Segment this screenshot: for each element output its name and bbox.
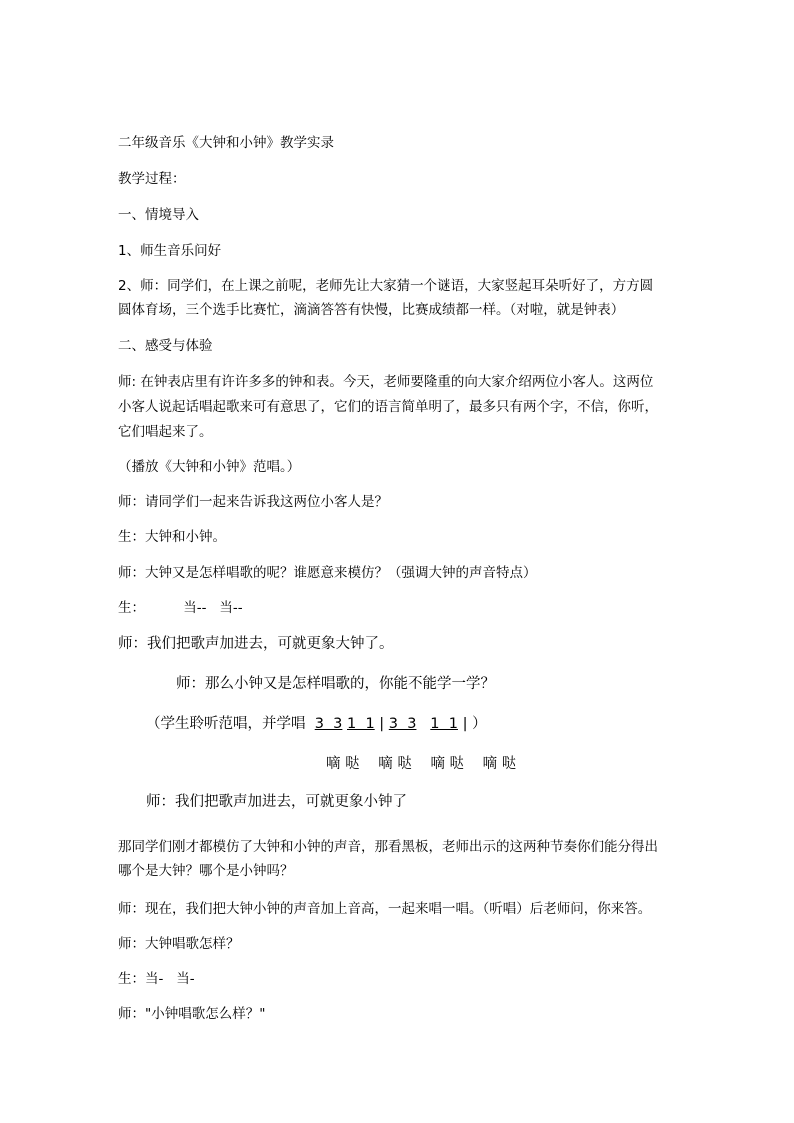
- notation-close: ）: [472, 716, 487, 732]
- answer-2-label: 生：: [118, 600, 145, 616]
- item-2-line-1: 2、师：同学们，在上课之前呢，老师先让大家猜一个谜语，大家竖起耳朵听好了，方方圆: [118, 278, 654, 294]
- section-heading-1: 一、情境导入: [118, 207, 199, 223]
- intro-line-2: 小客人说起话唱起歌来可有意思了，它们的语言简单明了，最多只有两个字，不信，你听，: [118, 399, 658, 415]
- document-title: 二年级音乐《大钟和小钟》教学实录: [118, 135, 334, 151]
- item-2-line-2: 圆体育场，三个选手比赛忙，滴滴答答有快慢，比赛成绩都一样。（对啦，就是钟表）: [118, 302, 625, 318]
- question-4: 师：那么小钟又是怎样唱歌的，你能不能学一学？: [176, 676, 495, 692]
- notation-group-2: 1 1: [347, 716, 375, 732]
- section-heading-2: 二、感受与体验: [118, 338, 213, 354]
- item-1: 1、师生音乐问好: [118, 243, 222, 259]
- board-line-2: 哪个是大钟？哪个是小钟吗？: [118, 863, 294, 879]
- bar-line-1: |: [379, 716, 385, 732]
- student-line-prefix: （学生聆听范唱，并学唱: [146, 716, 306, 732]
- answer-2: [118, 596, 678, 620]
- bar-line-2: |: [462, 716, 468, 732]
- syllable: 嘀 哒: [326, 756, 360, 772]
- board-line-1: 那同学们刚才都模仿了大钟和小钟的声音，那看黑板，老师出示的这两种节奏你们能分得出: [118, 839, 658, 855]
- syllable: 嘀 哒: [378, 756, 412, 772]
- intro-line-1: 师: 在钟表店里有许许多多的钟和表。今天，老师要隆重的向大家介绍两位小客人。这两位: [118, 374, 654, 390]
- question-3: 师：我们把歌声加进去，可就更象大钟了。: [118, 636, 394, 652]
- question-2: 师：大钟又是怎样唱歌的呢？谁愿意来模仿？（强调大钟的声音特点）: [118, 565, 537, 581]
- question-5: 师：我们把歌声加进去，可就更象小钟了: [146, 794, 407, 810]
- question-7: 师：大钟唱歌怎样？: [118, 936, 240, 952]
- question-1: 师：请同学们一起来告诉我这两位小客人是？: [118, 494, 388, 510]
- notation-group-3: 3 3: [388, 716, 417, 732]
- play-note: （播放《大钟和小钟》范唱。）: [118, 459, 301, 475]
- notation-group-1: 3 3: [314, 716, 343, 732]
- answer-2-sound: 当-- 当--: [183, 600, 243, 616]
- student-line: [146, 714, 706, 734]
- syllable: 嘀 哒: [482, 756, 517, 772]
- process-label: 教学过程：: [118, 171, 186, 187]
- answer-7: 生：当- 当-: [118, 971, 195, 987]
- question-8: 师："小钟唱歌怎么样？": [118, 1006, 266, 1022]
- intro-line-3: 它们唱起来了。: [118, 424, 213, 440]
- notation-group-4: 1 1: [430, 716, 458, 732]
- syllable: 嘀 哒: [430, 756, 465, 772]
- syllable-row: [326, 752, 530, 773]
- question-6: 师：现在，我们把大钟小钟的声音加上音高，一起来唱一唱。（听唱）后老师问，你来答。: [118, 901, 652, 917]
- answer-1: 生：大钟和小钟。: [118, 529, 226, 545]
